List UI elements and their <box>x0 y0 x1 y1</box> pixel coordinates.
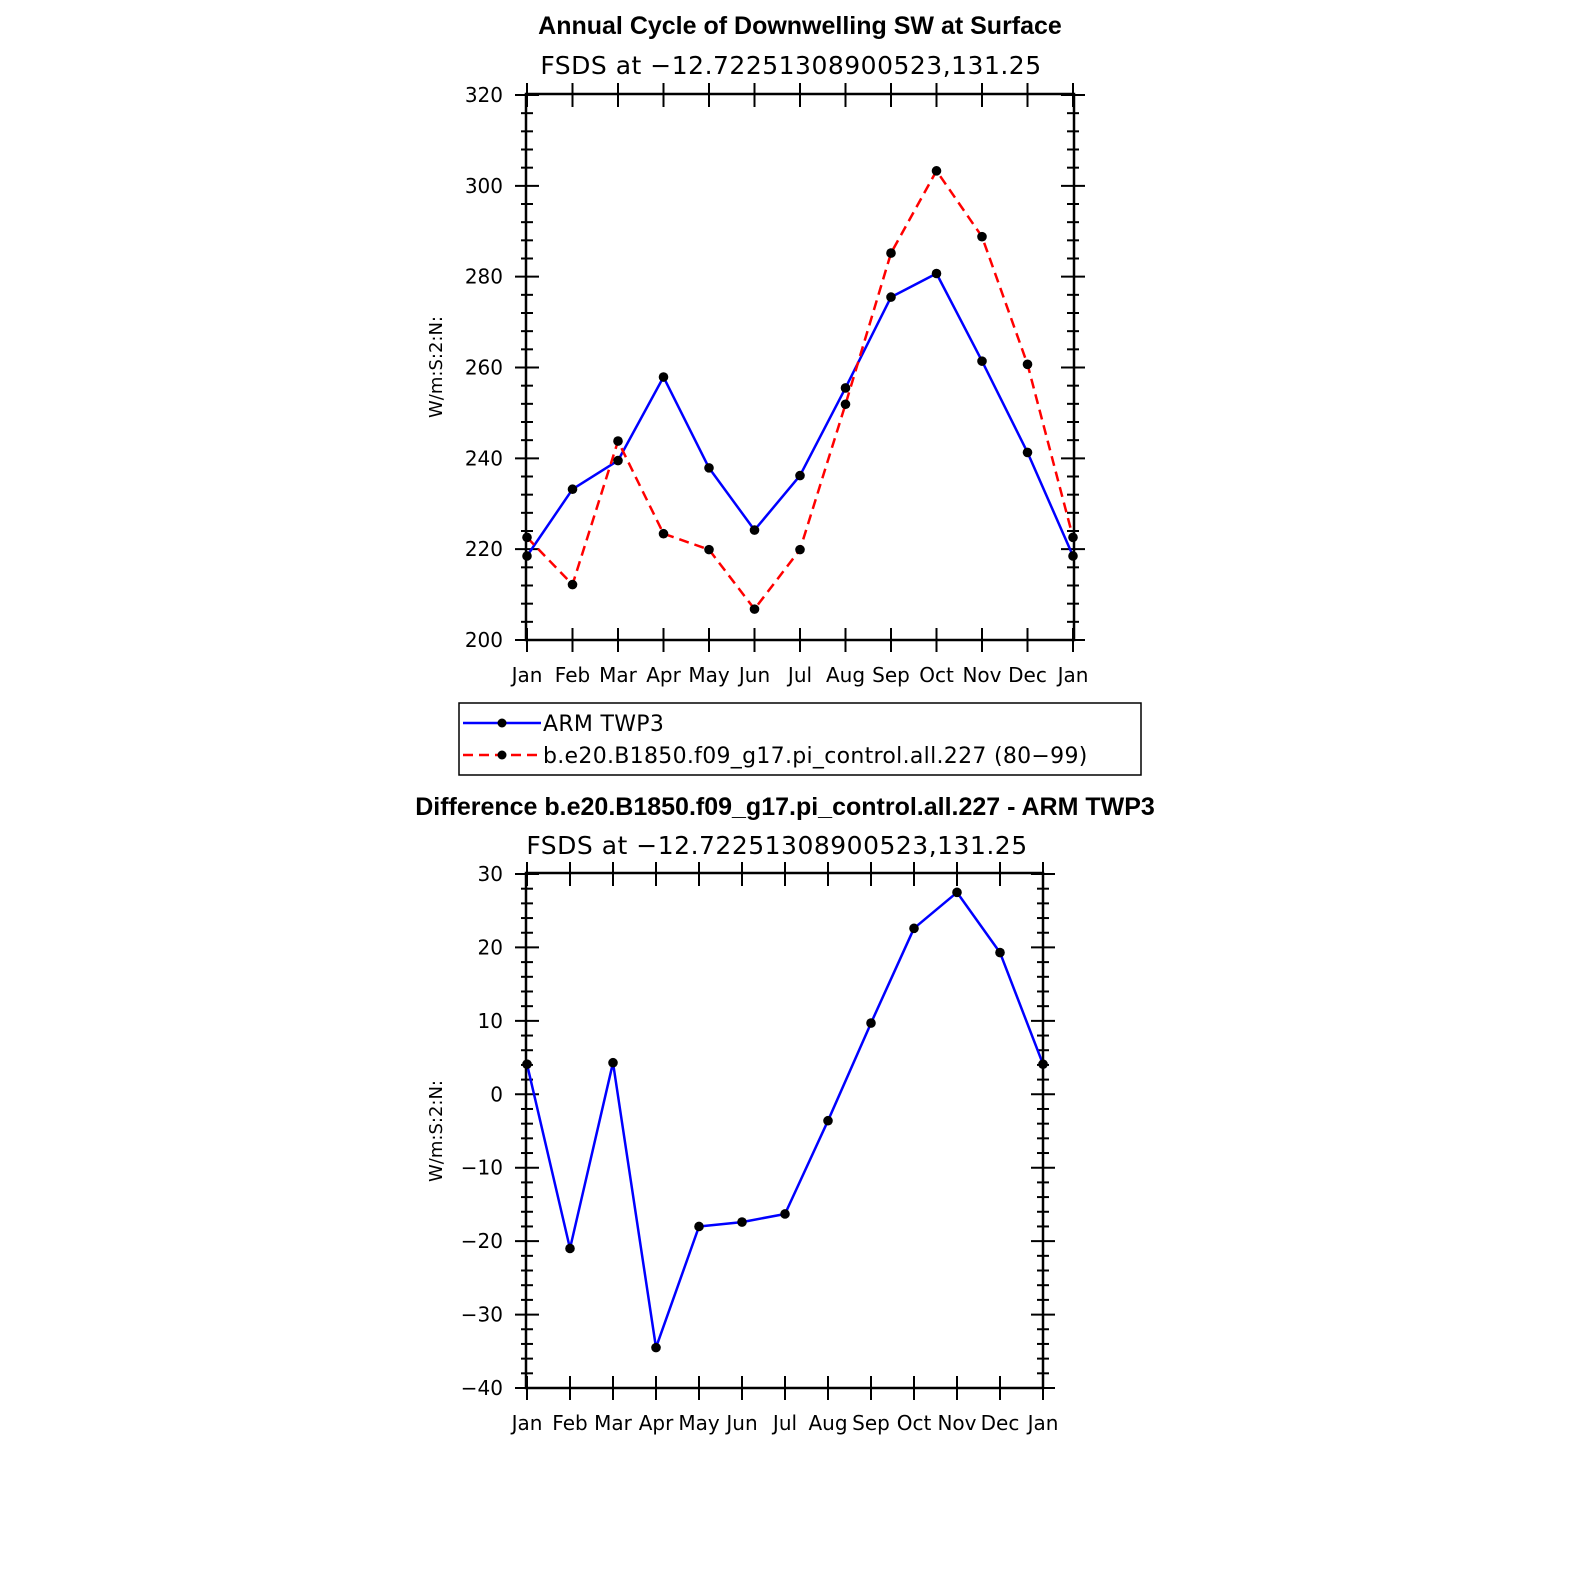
c1-y-tick-label: 220 <box>464 537 503 562</box>
c1-series-1-point <box>704 545 714 555</box>
c2-y-tick-label: −40 <box>460 1376 503 1400</box>
c2-x-tick-label: Jul <box>772 1411 798 1435</box>
c1-series-1-point <box>932 166 942 176</box>
chart-1-title: Annual Cycle of Downwelling SW at Surface <box>538 12 1062 40</box>
c1-x-tick-label: Oct <box>919 663 954 687</box>
c2-series-0-point <box>952 888 962 898</box>
c2-y-tick-label: 30 <box>477 862 503 886</box>
chart-1-series <box>522 166 1078 614</box>
c2-series-0-point <box>866 1018 876 1028</box>
c2-series-0-point <box>651 1343 661 1353</box>
c1-series-1-point <box>1023 360 1033 370</box>
c1-series-1-line <box>527 171 1073 609</box>
legend-entry-model <box>463 744 1088 769</box>
c1-y-tick-label: 320 <box>464 83 503 107</box>
chart-1-axes <box>515 83 1085 652</box>
chart-2-subtitle: FSDS at −12.72251308900523,131.25 <box>526 831 1028 860</box>
c1-series-0-point <box>795 471 805 481</box>
chart-2-series <box>522 888 1048 1353</box>
c1-series-0-point <box>932 269 942 279</box>
c1-series-1-point <box>568 580 578 590</box>
c1-series-1-point <box>613 436 623 446</box>
c1-x-tick-label: Nov <box>962 663 1002 687</box>
c1-y-tick-label: 240 <box>464 446 503 471</box>
c2-x-tick-label: Jan <box>511 1411 543 1435</box>
c1-series-0-point <box>977 356 987 366</box>
c1-series-1-point <box>750 604 760 614</box>
c2-x-tick-label: Aug <box>808 1411 848 1435</box>
c1-series-0-line <box>527 274 1073 557</box>
c1-x-tick-label: Jun <box>738 663 771 687</box>
c2-series-0-point <box>780 1209 790 1219</box>
chart-1-y-axis-label: W/m:S:2:N: <box>426 316 447 418</box>
c2-series-0-line <box>527 892 1043 1347</box>
c2-y-tick-label: −20 <box>460 1229 503 1254</box>
c2-y-tick-label: 20 <box>477 935 503 960</box>
chart-1-x-tick-labels <box>510 663 1089 687</box>
c2-series-0-point <box>608 1058 618 1068</box>
chart-1-plot-frame <box>526 94 1074 640</box>
c1-y-tick-label: 260 <box>464 355 503 380</box>
legend-marker-arm-twp3 <box>498 719 507 728</box>
c1-series-1-point <box>659 529 669 539</box>
c1-x-tick-label: May <box>688 663 730 687</box>
c1-x-tick-label: Aug <box>825 663 866 687</box>
c2-x-tick-label: Apr <box>638 1411 674 1435</box>
chart-2 <box>415 793 1155 1435</box>
c2-x-tick-label: Dec <box>980 1411 1020 1435</box>
c1-series-0-point <box>841 383 851 393</box>
c2-x-tick-label: Feb <box>552 1411 588 1435</box>
c2-series-0-point <box>823 1116 833 1126</box>
c2-series-0-point <box>909 924 919 934</box>
chart-1-y-tick-labels <box>465 83 503 652</box>
chart-2-x-tick-labels <box>510 1411 1059 1435</box>
chart-2-y-axis-label: W/m:S:2:N: <box>426 1080 447 1182</box>
c1-y-tick-label: 200 <box>464 628 503 652</box>
c1-x-tick-label: Jan <box>1057 663 1089 687</box>
c1-x-tick-label: Feb <box>554 663 591 687</box>
c1-series-1-point <box>886 248 896 258</box>
c2-x-tick-label: Jun <box>726 1411 758 1435</box>
c1-x-tick-label: Apr <box>646 663 681 687</box>
c2-series-0-point <box>694 1222 704 1232</box>
legend-marker-model <box>498 751 507 760</box>
chart-1-legend <box>459 703 1141 775</box>
chart-1-subtitle: FSDS at −12.72251308900523,131.25 <box>540 51 1042 80</box>
legend-label-model: b.e20.B1850.f09_g17.pi_control.all.227 (80−99) <box>543 744 1088 769</box>
legend-label-arm-twp3: ARM TWP3 <box>543 712 665 737</box>
c1-series-1-point <box>841 399 851 409</box>
c1-series-1-point <box>795 545 805 555</box>
c1-series-0-point <box>750 525 760 535</box>
chart-2-y-tick-labels <box>461 862 503 1400</box>
c1-series-0-point <box>886 292 896 302</box>
c1-x-tick-label: Sep <box>872 663 910 687</box>
c1-x-tick-label: Jan <box>511 663 543 687</box>
c1-series-0-point <box>704 463 714 473</box>
c2-series-0-point <box>995 948 1005 958</box>
chart-2-title: Difference b.e20.B1850.f09_g17.pi_control.all.227 - ARM TWP3 <box>415 793 1155 821</box>
c2-y-tick-label: −30 <box>460 1302 503 1327</box>
c1-series-0-point <box>613 456 623 466</box>
c2-x-tick-label: Nov <box>937 1411 977 1435</box>
c2-x-tick-label: Sep <box>852 1411 890 1435</box>
c1-x-tick-label: Dec <box>1008 663 1047 687</box>
c2-series-0-point <box>565 1244 575 1254</box>
c1-y-tick-label: 300 <box>464 173 503 198</box>
chart-1 <box>426 12 1141 775</box>
c1-series-0-point <box>568 484 578 494</box>
c1-series-0-point <box>659 372 669 382</box>
c2-x-tick-label: Jan <box>1027 1411 1059 1435</box>
c1-x-tick-label: Mar <box>599 663 637 687</box>
c1-x-tick-label: Jul <box>787 663 813 687</box>
c2-x-tick-label: May <box>678 1411 720 1435</box>
c2-x-tick-label: Oct <box>896 1411 932 1435</box>
c1-y-tick-label: 280 <box>464 264 503 289</box>
c2-y-tick-label: 10 <box>477 1008 503 1033</box>
c2-y-tick-label: 0 <box>490 1082 503 1107</box>
c2-y-tick-label: −10 <box>460 1155 503 1180</box>
c2-x-tick-label: Mar <box>594 1411 632 1435</box>
c2-series-0-point <box>737 1217 747 1227</box>
c1-series-0-point <box>1023 448 1033 458</box>
chart-2-plot-frame <box>526 873 1043 1388</box>
c1-series-1-point <box>977 232 987 242</box>
